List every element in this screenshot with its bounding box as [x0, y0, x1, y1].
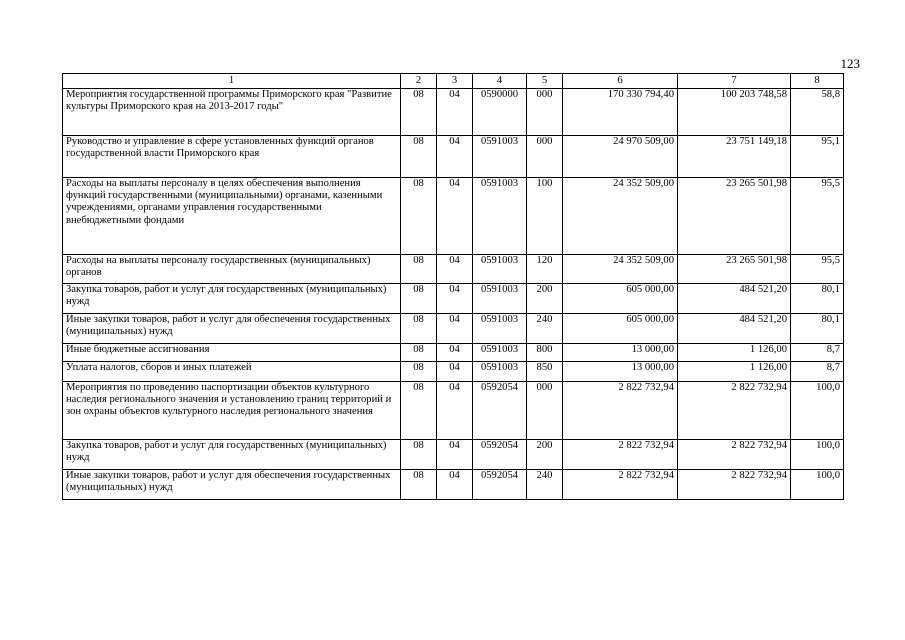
col-header-6: 6: [563, 74, 678, 89]
table-row: [63, 255, 844, 284]
percent-col8: 8,7: [791, 344, 844, 362]
expense-type-code: 000: [527, 382, 563, 440]
amount-col6: 24 352 509,00: [563, 178, 678, 255]
table-row: [63, 178, 844, 255]
col-header-5: 5: [527, 74, 563, 89]
amount-col6: 24 352 509,00: [563, 255, 678, 284]
col-header-4: 4: [473, 74, 527, 89]
amount-col6: 170 330 794,40: [563, 89, 678, 136]
row-description: Закупка товаров, работ и услуг для государственных (муниципальных) нужд: [63, 284, 401, 314]
target-article-code: 0591003: [473, 136, 527, 178]
section-code: 08: [401, 470, 437, 500]
target-article-code: 0591003: [473, 344, 527, 362]
amount-col7: 23 265 501,98: [678, 255, 791, 284]
row-description: Уплата налогов, сборов и иных платежей: [63, 362, 401, 382]
header-row: [63, 74, 844, 89]
row-description: Закупка товаров, работ и услуг для государственных (муниципальных) нужд: [63, 440, 401, 470]
subsection-code: 04: [437, 136, 473, 178]
subsection-code: 04: [437, 255, 473, 284]
col-header-3: 3: [437, 74, 473, 89]
percent-col8: 100,0: [791, 440, 844, 470]
table-row: [63, 284, 844, 314]
amount-col7: 23 751 149,18: [678, 136, 791, 178]
table-row: [63, 440, 844, 470]
target-article-code: 0591003: [473, 255, 527, 284]
target-article-code: 0592054: [473, 440, 527, 470]
target-article-code: 0591003: [473, 362, 527, 382]
expense-type-code: 000: [527, 89, 563, 136]
amount-col7: 1 126,00: [678, 344, 791, 362]
row-description: Руководство и управление в сфере установленных функций органов государственной власти Приморского края: [63, 136, 401, 178]
percent-col8: 100,0: [791, 470, 844, 500]
amount-col7: 484 521,20: [678, 314, 791, 344]
amount-col7: 23 265 501,98: [678, 178, 791, 255]
table-row: [63, 314, 844, 344]
section-code: 08: [401, 440, 437, 470]
percent-col8: 80,1: [791, 314, 844, 344]
expense-type-code: 000: [527, 136, 563, 178]
percent-col8: 8,7: [791, 362, 844, 382]
amount-col6: 24 970 509,00: [563, 136, 678, 178]
subsection-code: 04: [437, 344, 473, 362]
target-article-code: 0592054: [473, 470, 527, 500]
page-number: 123: [840, 56, 860, 71]
amount-col7: 100 203 748,58: [678, 89, 791, 136]
amount-col7: 1 126,00: [678, 362, 791, 382]
subsection-code: 04: [437, 314, 473, 344]
target-article-code: 0591003: [473, 178, 527, 255]
amount-col6: 2 822 732,94: [563, 382, 678, 440]
expense-type-code: 240: [527, 470, 563, 500]
amount-col6: 13 000,00: [563, 344, 678, 362]
expense-type-code: 100: [527, 178, 563, 255]
row-description: Расходы на выплаты персоналу в целях обеспечения выполнения функций государственными (муниципальными) органами, казенными учреждениями, органами управления государственными внебюджетными фондами: [63, 178, 401, 255]
table-row: [63, 89, 844, 136]
section-code: 08: [401, 136, 437, 178]
section-code: 08: [401, 314, 437, 344]
section-code: 08: [401, 178, 437, 255]
percent-col8: 95,1: [791, 136, 844, 178]
section-code: 08: [401, 284, 437, 314]
subsection-code: 04: [437, 178, 473, 255]
percent-col8: 95,5: [791, 178, 844, 255]
row-description: Расходы на выплаты персоналу государственных (муниципальных) органов: [63, 255, 401, 284]
table-row: [63, 344, 844, 362]
subsection-code: 04: [437, 470, 473, 500]
expense-type-code: 200: [527, 440, 563, 470]
percent-col8: 100,0: [791, 382, 844, 440]
table-row: [63, 470, 844, 500]
col-header-7: 7: [678, 74, 791, 89]
section-code: 08: [401, 344, 437, 362]
row-description: Мероприятия по проведению паспортизации объектов культурного наследия регионального значения и установлению границ территорий и зон охраны объектов культурного наследия регионального значения: [63, 382, 401, 440]
subsection-code: 04: [437, 362, 473, 382]
amount-col6: 13 000,00: [563, 362, 678, 382]
subsection-code: 04: [437, 89, 473, 136]
section-code: 08: [401, 382, 437, 440]
col-header-8: 8: [791, 74, 844, 89]
row-description: Иные закупки товаров, работ и услуг для обеспечения государственных (муниципальных) нужд: [63, 314, 401, 344]
table-row: [63, 362, 844, 382]
budget-table: [62, 73, 844, 500]
row-description: Мероприятия государственной программы Приморского края "Развитие культуры Приморского края на 2013-2017 годы": [63, 89, 401, 136]
percent-col8: 58,8: [791, 89, 844, 136]
percent-col8: 95,5: [791, 255, 844, 284]
row-description: Иные бюджетные ассигнования: [63, 344, 401, 362]
target-article-code: 0590000: [473, 89, 527, 136]
percent-col8: 80,1: [791, 284, 844, 314]
subsection-code: 04: [437, 382, 473, 440]
table-row: [63, 136, 844, 178]
amount-col6: 605 000,00: [563, 284, 678, 314]
expense-type-code: 800: [527, 344, 563, 362]
subsection-code: 04: [437, 284, 473, 314]
amount-col6: 2 822 732,94: [563, 440, 678, 470]
expense-type-code: 200: [527, 284, 563, 314]
table-row: [63, 382, 844, 440]
target-article-code: 0591003: [473, 284, 527, 314]
subsection-code: 04: [437, 440, 473, 470]
amount-col7: 2 822 732,94: [678, 470, 791, 500]
target-article-code: 0592054: [473, 382, 527, 440]
target-article-code: 0591003: [473, 314, 527, 344]
expense-type-code: 240: [527, 314, 563, 344]
section-code: 08: [401, 255, 437, 284]
section-code: 08: [401, 89, 437, 136]
row-description: Иные закупки товаров, работ и услуг для обеспечения государственных (муниципальных) нужд: [63, 470, 401, 500]
amount-col7: 2 822 732,94: [678, 440, 791, 470]
section-code: 08: [401, 362, 437, 382]
expense-type-code: 120: [527, 255, 563, 284]
expense-type-code: 850: [527, 362, 563, 382]
col-header-2: 2: [401, 74, 437, 89]
amount-col6: 605 000,00: [563, 314, 678, 344]
amount-col7: 484 521,20: [678, 284, 791, 314]
amount-col6: 2 822 732,94: [563, 470, 678, 500]
col-header-1: 1: [63, 74, 401, 89]
amount-col7: 2 822 732,94: [678, 382, 791, 440]
